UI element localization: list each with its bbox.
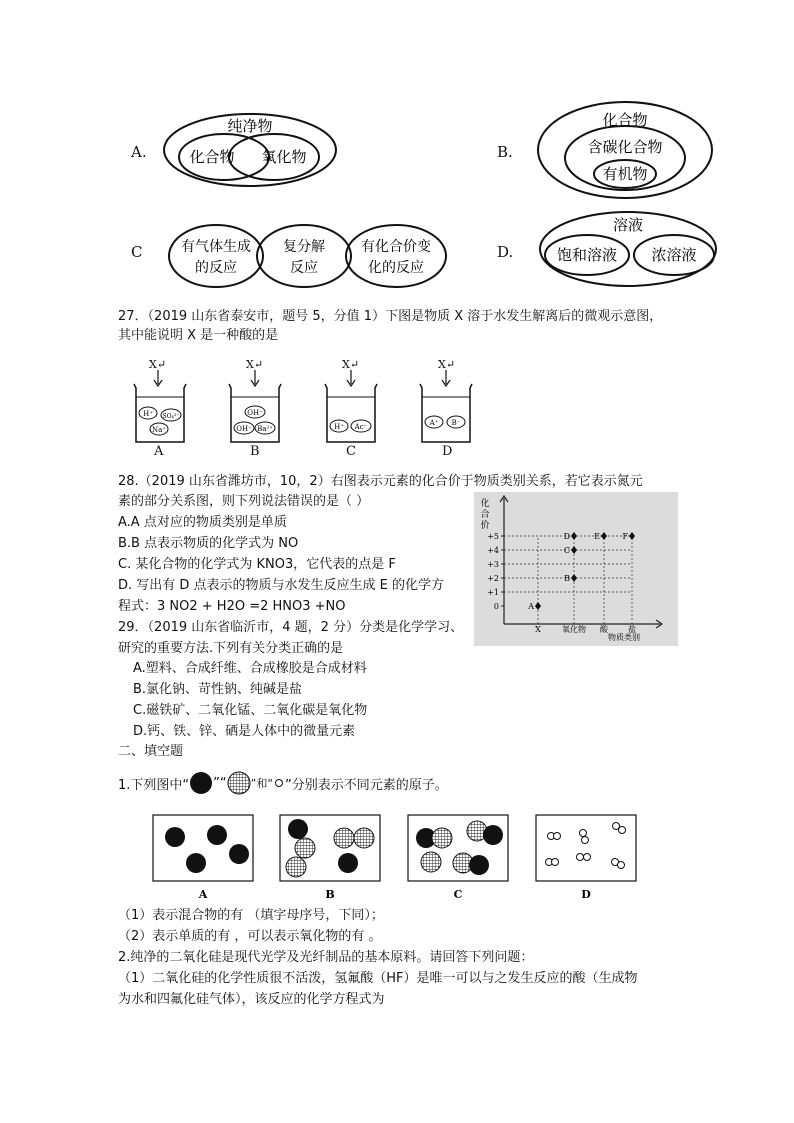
beaker-c	[321, 358, 381, 458]
beaker-b	[225, 358, 285, 458]
box-d	[536, 815, 636, 881]
chart-point-label: B	[564, 574, 570, 583]
y-tick-label: +5	[487, 532, 499, 541]
box-b-label: B	[325, 888, 335, 901]
checkered-atom-icon	[227, 771, 251, 795]
chart-ylabel	[480, 497, 489, 531]
box-a-label: A	[198, 888, 208, 901]
q1-prefix: 1.下列图中“	[118, 777, 190, 793]
venn-d-outer: 溶液	[612, 216, 644, 234]
venn-a-left: 化合物	[189, 148, 235, 166]
venn-d-letter: D.	[497, 243, 514, 261]
x-tick-label: 酸	[600, 625, 608, 634]
q1-suffix: ”分别表示不同元素的原子。	[285, 777, 448, 793]
ion: Ba²⁺	[257, 425, 273, 433]
beaker-a-label: A	[154, 444, 164, 459]
x-tick-label: X	[535, 625, 541, 634]
beaker-c-label: C	[346, 444, 356, 459]
beaker-c-x: X↵	[342, 358, 360, 371]
venn-c-left-l2: 的反应	[195, 260, 237, 276]
q28-option-c: C. 某化合物的化学式为 KNO3，它代表的点是 F	[118, 557, 396, 572]
box-d-label: D	[581, 888, 591, 901]
q2-line3: 为水和四氟化硅气体），该反应的化学方程式为	[118, 992, 385, 1007]
venn-c-right-l1: 有化合价变	[361, 239, 431, 255]
beaker-a	[130, 358, 190, 458]
ion: A⁺	[429, 419, 439, 427]
venn-d-diagram	[536, 208, 720, 290]
q1-quote: ”“	[213, 775, 227, 791]
q1-sub1: （1）表示混合物的有 （填字母序号，下同）；	[118, 908, 384, 923]
chart-xlabel: 物质类别	[608, 633, 640, 642]
chart-point-label: D	[563, 532, 570, 541]
beaker-d	[416, 358, 476, 458]
box-c	[408, 815, 508, 881]
ion: B⁻	[451, 419, 461, 427]
q27-line1: 27．（2019 山东省泰安市，题号 5，分值 1）下图是物质 X 溶于水发生解离后的微观示意图，	[118, 309, 663, 324]
y-tick-label: +2	[487, 574, 499, 583]
beaker-d-label: D	[442, 444, 453, 459]
box-c-label: C	[453, 888, 463, 901]
chart-point-label: E	[594, 532, 600, 541]
venn-c-diagram	[166, 222, 450, 290]
venn-a-outer: 纯净物	[227, 117, 273, 135]
venn-b-outer: 化合物	[602, 111, 648, 129]
venn-c-mid-l1: 复分解	[283, 239, 325, 255]
q29-option-b: B.氯化钠、苛性钠、纯碱是盐	[133, 682, 303, 697]
q29-option-c: C.磁铁矿、二氧化锰、二氧化碳是氧化物	[133, 703, 368, 718]
section-heading: 二、填空题	[118, 744, 184, 759]
venn-a-diagram	[160, 110, 340, 190]
chart-point-label: C	[563, 546, 570, 555]
ion: SO₄²⁻	[162, 413, 180, 420]
black-atom-icon	[189, 771, 213, 795]
ion: H⁺	[143, 410, 153, 418]
q28-line1: 28.（2019 山东省潍坊市，10，2）右图表示元素的化合价于物质类别关系，若它表示氮元	[118, 474, 643, 489]
venn-c-left-l1: 有气体生成	[181, 239, 251, 255]
box-b	[280, 815, 380, 881]
q1-stem	[118, 768, 448, 798]
valence-chart	[474, 492, 678, 646]
venn-b-middle: 含碳化合物	[587, 138, 663, 156]
y-tick-label: +4	[487, 546, 499, 555]
beaker-a-x: X↵	[149, 358, 167, 371]
q27-line2: 其中能说明 X 是一种酸的是	[118, 328, 279, 343]
venn-a-right: 氧化物	[261, 148, 307, 166]
q2-line2: （1）二氧化硅的化学性质很不活泼，氢氟酸（HF）是唯一可以与之发生反应的酸（生成物	[118, 971, 638, 986]
chart-point-label: A	[528, 602, 534, 611]
y-tick-label: +1	[487, 588, 499, 597]
chart-ylabel-char: 化	[480, 499, 490, 509]
ion: OH⁻	[236, 425, 252, 433]
x-tick-label: 氧化物	[562, 625, 586, 634]
chart-ylabel-char: 价	[480, 521, 490, 531]
q29-line1: 29．（2019 山东省临沂市，4 题，2 分）分类是化学学习、	[118, 620, 464, 635]
q29-option-d: D.钙、铁、锌、硒是人体中的微量元素	[133, 724, 356, 739]
q2-line1: 2.纯净的二氧化硅是现代光学及光纤制品的基本原料。请回答下列问题：	[118, 950, 534, 965]
q29-line2: 研究的重要方法.下列有关分类正确的是	[118, 641, 344, 656]
venn-a-letter: A.	[131, 143, 147, 161]
y-tick-label: +3	[487, 560, 499, 569]
venn-d-right: 浓溶液	[651, 246, 697, 264]
chart-ylabel-char: 合	[480, 510, 490, 520]
q28-option-d: D. 写出有 D 点表示的物质与水发生反应生成 E 的化学方	[118, 578, 445, 593]
venn-b-inner: 有机物	[602, 165, 648, 183]
ion: H⁺	[334, 423, 344, 431]
small-atom-icon	[273, 771, 285, 795]
q1-and: ”和“	[250, 777, 274, 790]
x-tick-label: 盐	[628, 625, 636, 634]
q1-sub2: （2）表示单质的有 ，可以表示氧化物的有 。	[118, 929, 382, 944]
venn-c-mid-l2: 反应	[290, 260, 318, 276]
q28-line2: 素的部分关系图，则下列说法错误的是（ ）	[118, 494, 370, 509]
particle-boxes	[150, 812, 640, 902]
ion: Na⁺	[152, 426, 166, 434]
beaker-b-label: B	[250, 444, 260, 459]
venn-d-left: 饱和溶液	[556, 246, 618, 264]
venn-b-diagram	[534, 98, 716, 202]
q28-option-b: B.B 点表示物质的化学式为 NO	[118, 536, 299, 551]
beaker-d-x: X↵	[438, 358, 456, 371]
q28-option-a: A.A 点对应的物质类别是单质	[118, 515, 287, 530]
q28-option-d-cont: 程式：3 NO2 + H2O =2 HNO3 +NO	[118, 599, 346, 614]
beaker-b-x: X↵	[246, 358, 264, 371]
ion: Ac⁻	[354, 423, 368, 431]
venn-c-right-l2: 化的反应	[368, 260, 424, 276]
y-tick-label: 0	[493, 602, 499, 611]
q29-option-a: A.塑料、合成纤维、合成橡胶是合成材料	[133, 661, 367, 676]
ion: OH⁻	[247, 409, 263, 417]
box-a	[153, 815, 253, 881]
chart-point-label: F	[622, 532, 628, 541]
venn-b-letter: B.	[497, 143, 513, 161]
venn-c-letter: C	[131, 243, 143, 261]
